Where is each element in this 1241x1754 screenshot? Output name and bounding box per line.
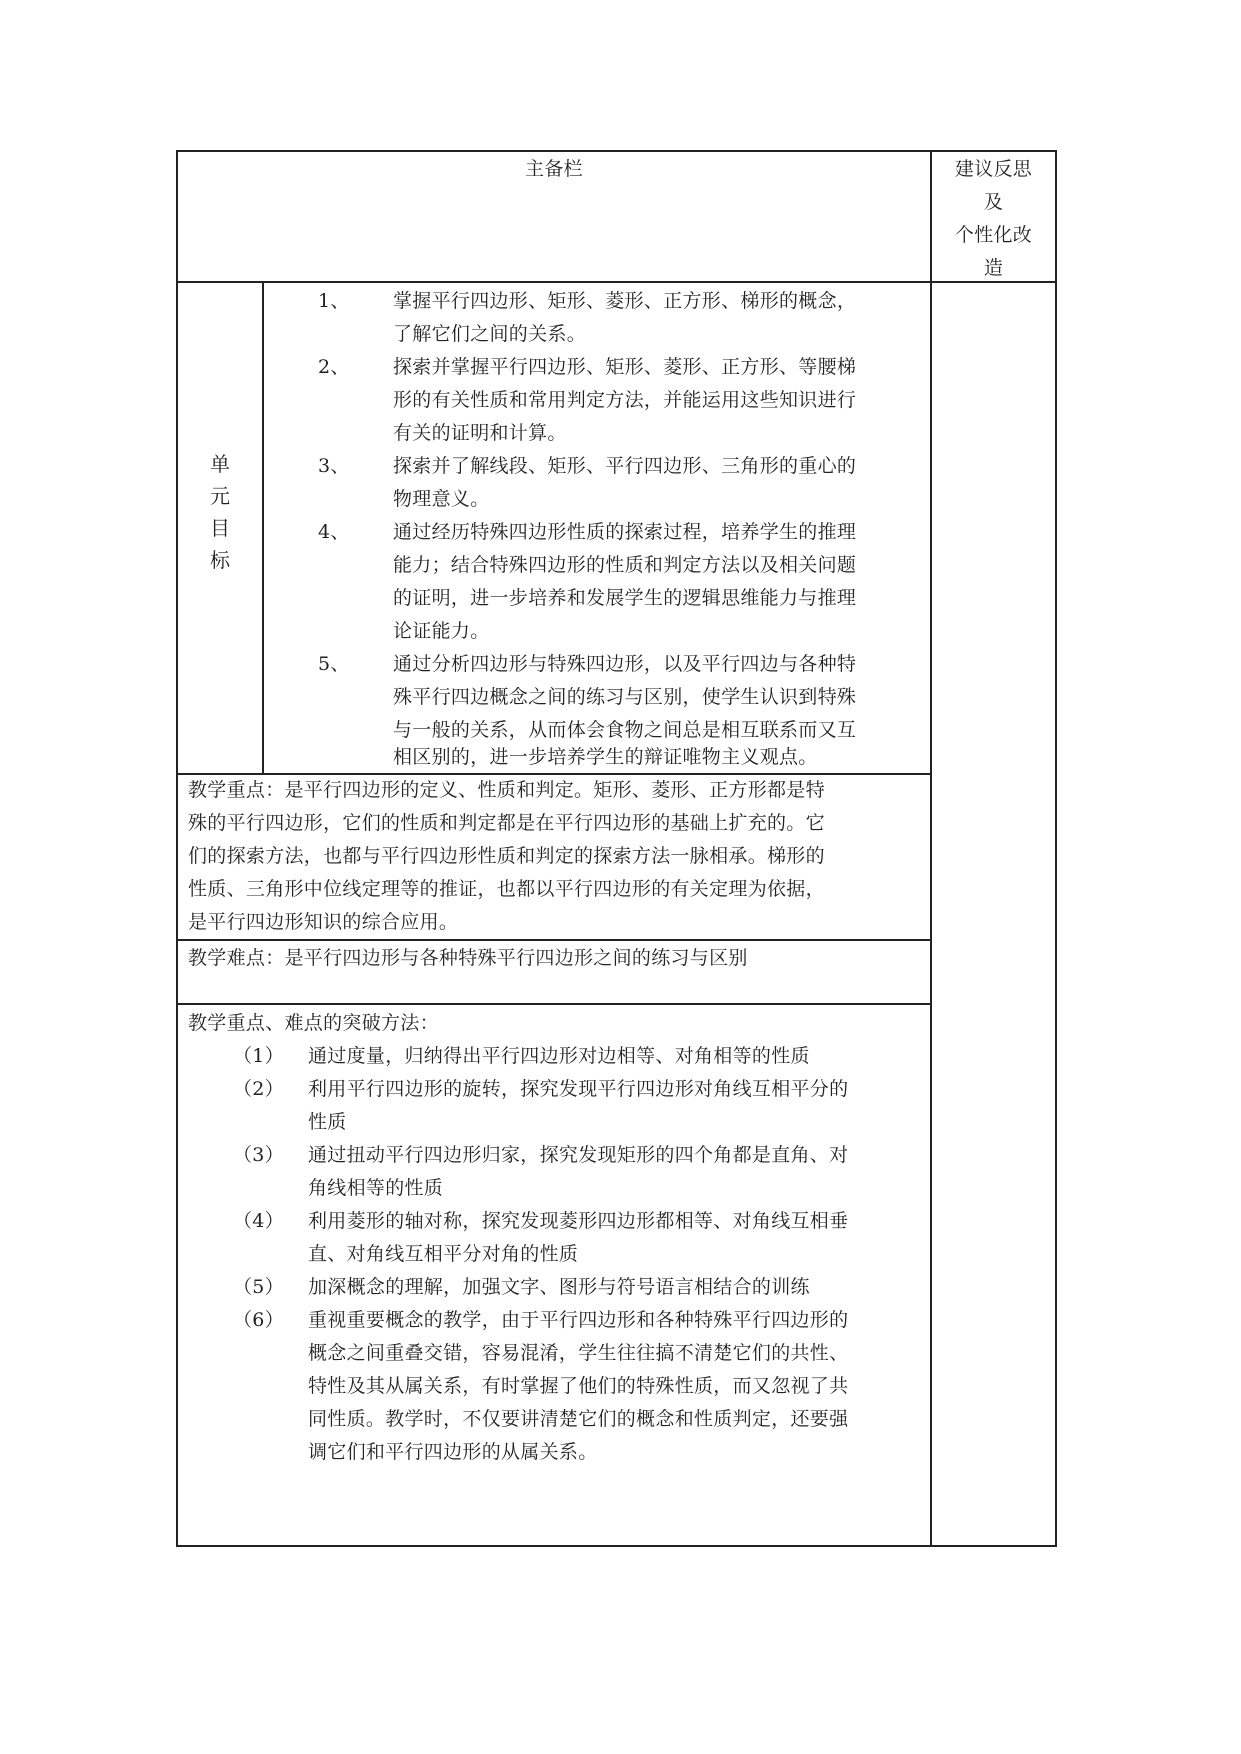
goal-5-line: 相区别的，进一步培养学生的辩证唯物主义观点。: [393, 746, 818, 768]
method-5-number: （5）: [233, 1276, 284, 1298]
method-5-line: 加深概念的理解，加强文字、图形与符号语言相结合的训练: [308, 1276, 810, 1298]
key-points-line: 是平行四边形知识的综合应用。: [188, 911, 459, 933]
method-1-number: （1）: [233, 1045, 284, 1067]
method-6-line: 概念之间重叠交错，容易混淆，学生往往搞不清楚它们的共性、: [308, 1342, 849, 1364]
goal-3-number: 3、: [318, 455, 350, 477]
goal-2-line: 形的有关性质和常用判定方法，并能运用这些知识进行: [393, 389, 857, 411]
goal-4-line: 的证明，进一步培养和发展学生的逻辑思维能力与推理: [393, 587, 857, 609]
method-2-line: 利用平行四边形的旋转，探究发现平行四边形对角线互相平分的: [308, 1078, 849, 1100]
goal-1-line: 了解它们之间的关系。: [393, 323, 587, 345]
unit-goals-label-char: 目: [210, 516, 230, 540]
goal-1-number: 1、: [318, 290, 350, 312]
header-row-divider: [176, 281, 1057, 283]
table-border-right: [1055, 150, 1057, 1546]
method-4-number: （4）: [233, 1210, 284, 1232]
key-points-line: 殊的平行四边形，它们的性质和判定都是在平行四边形的基础上扩充的。它: [188, 812, 825, 834]
method-6-line: 调它们和平行四边形的从属关系。: [308, 1441, 598, 1463]
side-column-header-line-1: 建议反思: [954, 158, 1033, 180]
goals-label-divider: [262, 281, 264, 774]
method-4-line: 利用菱形的轴对称，探究发现菱形四边形都相等、对角线互相垂: [308, 1210, 849, 1232]
goal-2-line: 有关的证明和计算。: [393, 422, 567, 444]
keypoints-row-divider: [176, 939, 932, 941]
method-6-number: （6）: [233, 1309, 284, 1331]
unit-goals-label: [178, 448, 262, 576]
side-column-header-line-3: 个性化改: [954, 224, 1033, 246]
method-3-number: （3）: [233, 1144, 284, 1166]
table-border-bottom: [176, 1545, 1057, 1547]
side-column-header-line-2: 及: [983, 191, 1004, 213]
method-6-line: 重视重要概念的教学，由于平行四边形和各种特殊平行四边形的: [308, 1309, 849, 1331]
key-points-line: 们的探索方法，也都与平行四边形性质和判定的探索方法一脉相承。梯形的: [188, 845, 825, 867]
unit-goals-label-char: 元: [210, 484, 230, 508]
method-3-line: 通过扭动平行四边形归家，探究发现矩形的四个角都是直角、对: [308, 1144, 849, 1166]
side-column-header-line-4: 造: [983, 257, 1004, 279]
table-border-top: [176, 150, 1057, 152]
goal-2-line: 探索并掌握平行四边形、矩形、菱形、正方形、等腰梯: [393, 356, 857, 378]
goal-4-line: 能力；结合特殊四边形的性质和判定方法以及相关问题: [393, 554, 857, 576]
method-6-line: 同性质。教学时，不仅要讲清楚它们的概念和性质判定，还要强: [308, 1408, 849, 1430]
key-points-line: 性质、三角形中位线定理等的推证，也都以平行四边形的有关定理为依据，: [188, 878, 825, 900]
main-column-header: 主备栏: [525, 158, 583, 180]
difficult-points-line: 教学难点：是平行四边形与各种特殊平行四边形之间的练习与区别: [188, 947, 748, 969]
goal-1-line: 掌握平行四边形、矩形、菱形、正方形、梯形的概念，: [393, 290, 857, 312]
method-6-line: 特性及其从属关系，有时掌握了他们的特殊性质，而又忽视了共: [308, 1375, 849, 1397]
goal-2-number: 2、: [318, 356, 350, 378]
difficult-row-divider: [176, 1003, 932, 1005]
goal-3-line: 物理意义。: [393, 488, 490, 510]
method-2-number: （2）: [233, 1078, 284, 1100]
method-4-line: 直、对角线互相平分对角的性质: [308, 1243, 579, 1265]
unit-goals-label-char: 标: [210, 548, 230, 572]
goal-5-line: 殊平行四边概念之间的练习与区别，使学生认识到特殊: [393, 686, 857, 708]
key-points-line: 教学重点：是平行四边形的定义、性质和判定。矩形、菱形、正方形都是特: [188, 779, 825, 801]
goal-5-line: 与一般的关系，从而体会食物之间总是相互联系而又互: [393, 719, 857, 741]
method-3-line: 角线相等的性质: [308, 1177, 444, 1199]
method-2-line: 性质: [308, 1111, 347, 1133]
methods-heading: 教学重点、难点的突破方法：: [188, 1012, 439, 1034]
table-border-left: [176, 150, 178, 1546]
unit-goals-label-char: 单: [210, 452, 230, 476]
goal-5-line: 通过分析四边形与特殊四边形，以及平行四边与各种特: [393, 653, 857, 675]
goal-5-number: 5、: [318, 653, 350, 675]
goal-3-line: 探索并了解线段、矩形、平行四边形、三角形的重心的: [393, 455, 857, 477]
goal-4-number: 4、: [318, 521, 350, 543]
goal-4-line: 通过经历特殊四边形性质的探索过程，培养学生的推理: [393, 521, 857, 543]
goal-4-line: 论证能力。: [393, 620, 490, 642]
method-1-line: 通过度量，归纳得出平行四边形对边相等、对角相等的性质: [308, 1045, 810, 1067]
main-side-divider: [930, 150, 932, 1546]
